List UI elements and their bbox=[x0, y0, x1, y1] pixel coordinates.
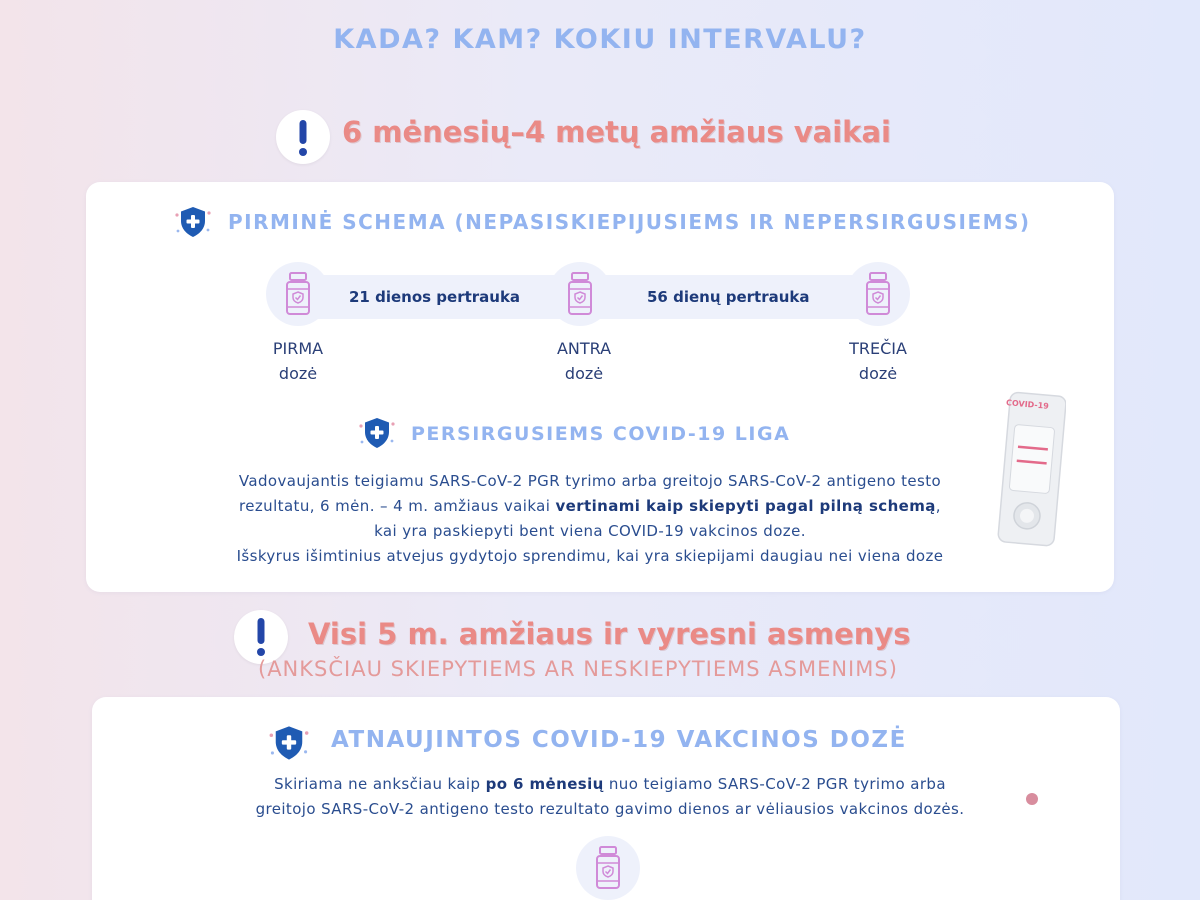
shield-plus-icon bbox=[268, 722, 310, 764]
recovered-heading: PERSIRGUSIEMS COVID-19 LIGA bbox=[411, 423, 791, 445]
updated-dose-heading: ATNAUJINTOS COVID-19 VAKCINOS DOZĖ bbox=[331, 727, 907, 753]
primary-schema-heading: PIRMINĖ SCHEMA (NEPASISKIEPIJUSIEMS IR NEPERSIRGUSIEMS) bbox=[228, 210, 1031, 234]
section-heading-adults: Visi 5 m. amžiaus ir vyresni asmenys bbox=[308, 617, 911, 651]
section-heading-children: 6 mėnesių–4 metų amžiaus vaikai bbox=[342, 115, 891, 149]
dose-1-label: PIRMA dozė bbox=[272, 339, 324, 383]
interval-1-label: 21 dienos pertrauka bbox=[349, 288, 521, 306]
updated-dose-vial bbox=[576, 836, 640, 900]
dose-2-label: ANTRA dozė bbox=[556, 339, 612, 383]
decorative-dot bbox=[1026, 793, 1038, 805]
vaccine-vial-icon bbox=[284, 272, 312, 316]
full-schema-emphasis: vertinami kaip skiepyti pagal pilną schemą bbox=[555, 497, 936, 515]
vaccine-vial-icon bbox=[594, 846, 622, 890]
shield-plus-icon bbox=[174, 203, 212, 241]
dose-3-vial bbox=[846, 262, 910, 326]
section-subheading-adults: (ANKSČIAU SKIEPYTIEMS AR NESKIEPYTIEMS ASMENIMS) bbox=[258, 657, 898, 681]
vaccine-vial-icon bbox=[566, 272, 594, 316]
antigen-test-icon bbox=[996, 390, 1066, 554]
vaccine-vial-icon bbox=[864, 272, 892, 316]
shield-plus-icon bbox=[358, 414, 396, 452]
exclamation-icon bbox=[276, 110, 330, 164]
six-months-emphasis: po 6 mėnesių bbox=[485, 775, 604, 793]
test-label: COVID-19 bbox=[1005, 398, 1050, 411]
page-title: KADA? KAM? KOKIU INTERVALU? bbox=[333, 24, 867, 55]
dose-3-label: TREČIA dozė bbox=[849, 339, 907, 383]
dose-1-vial bbox=[266, 262, 330, 326]
exclamation-icon bbox=[234, 610, 288, 664]
dose-2-vial bbox=[548, 262, 612, 326]
interval-2-label: 56 dienų pertrauka bbox=[647, 288, 810, 306]
updated-dose-paragraph: Skiriama ne anksčiau kaip po 6 mėnesių nuo teigiamo SARS-CoV-2 PGR tyrimo arba greitojo SARS-CoV-2 antigeno testo rezultato gavimo dienos ar vėliausios vakcinos dozės. bbox=[255, 775, 965, 818]
recovered-paragraph: Vadovaujantis teigiamu SARS-CoV-2 PGR tyrimo arba greitojo SARS-CoV-2 antigeno testo rezultatu, 6 mėn. – 4 m. amžiaus vaikai vertinami kaip skiepyti pagal pilną schemą, kai yra paskiepyti bent viena COVID-19 vakcinos doze. Išskyrus išimtinius atvejus gydytojo sprendimu, kai yra skiepijami daugiau nei viena doze bbox=[236, 472, 944, 565]
